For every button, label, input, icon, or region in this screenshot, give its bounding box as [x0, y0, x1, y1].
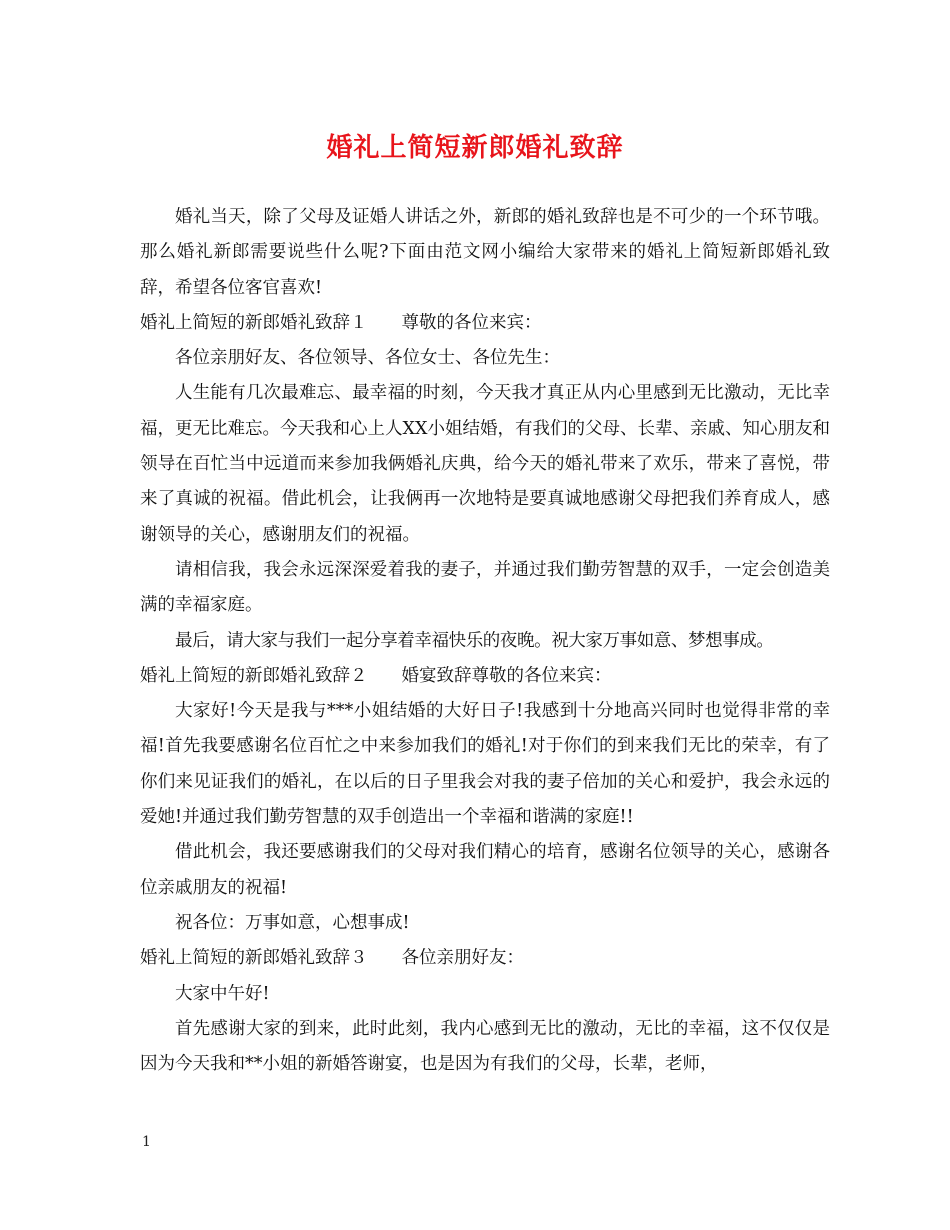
body-paragraph: 大家中午好!	[175, 983, 270, 1004]
section-heading-line	[140, 659, 830, 694]
document-body	[140, 200, 830, 1082]
section-heading: 婚礼上简短的新郎婚礼致辞１	[140, 312, 368, 333]
body-paragraph: 借此机会，我还要感谢我们的父母对我们精心的培育，感谢名位领导的关心，感谢各位亲戚朋友的祝福!	[140, 842, 830, 898]
body-paragraph: 最后，请大家与我们一起分享着幸福快乐的夜晚。祝大家万事如意、梦想事成。	[175, 630, 774, 651]
body-paragraph: 人生能有几次最难忘、最幸福的时刻，今天我才真正从内心里感到无比激动，无比幸福，更无比难忘。今天我和心上人XX小姐结婚，有我们的父母、长辈、亲戚、知心朋友和领导在百忙当中远道而来参加我俩婚礼庆典，给今天的婚礼带来了欢乐，带来了喜悦，带来了真诚的祝福。借此机会，让我俩再一次地特是要真诚地感谢父母把我们养育成人，感谢领导的关心，感谢朋友们的祝福。	[140, 383, 830, 545]
section-heading: 婚礼上简短的新郎婚礼致辞３	[140, 948, 368, 969]
intro-paragraph: 婚礼当天，除了父母及证婚人讲话之外，新郎的婚礼致辞也是不可少的一个环节哦。那么婚礼新郎需要说些什么呢?下面由范文网小编给大家带来的婚礼上简短新郎婚礼致辞，希望各位客官喜欢!	[140, 207, 830, 298]
body-paragraph: 首先感谢大家的到来，此时此刻，我内心感到无比的激动，无比的幸福，这不仅仅是因为今天我和**小姐的新婚答谢宴，也是因为有我们的父母，长辈，老师，	[140, 1018, 830, 1075]
section-heading-line	[140, 306, 830, 341]
document-title: 婚礼上简短新郎婚礼致辞	[326, 133, 624, 163]
body-paragraph: 大家好!今天是我与***小姐结婚的大好日子!我感到十分地高兴同时也觉得非常的幸福!首先我要感谢名位百忙之中来参加我们的婚礼!对于你们的到来我们无比的荣幸，有了你们来见证我们的婚礼，在以后的日子里我会对我的妻子倍加的关心和爱护，我会永远的爱她!并通过我们勤劳智慧的双手创造出一个幸福和谐满的家庭!!	[140, 701, 830, 828]
section-heading-line	[140, 941, 830, 976]
salutation: 各位亲朋好友：	[401, 948, 524, 969]
salutation: 尊敬的各位来宾：	[401, 312, 542, 333]
body-paragraph: 请相信我，我会永远深深爱着我的妻子，并通过我们勤劳智慧的双手，一定会创造美满的幸福家庭。	[140, 559, 830, 616]
page-number: 1	[142, 1134, 151, 1150]
salutation: 婚宴致辞尊敬的各位来宾：	[401, 665, 612, 686]
body-paragraph: 祝各位：万事如意，心想事成!	[175, 912, 410, 933]
section-heading: 婚礼上简短的新郎婚礼致辞２	[140, 665, 368, 686]
body-paragraph: 各位亲朋好友、各位领导、各位女士、各位先生：	[175, 348, 560, 369]
